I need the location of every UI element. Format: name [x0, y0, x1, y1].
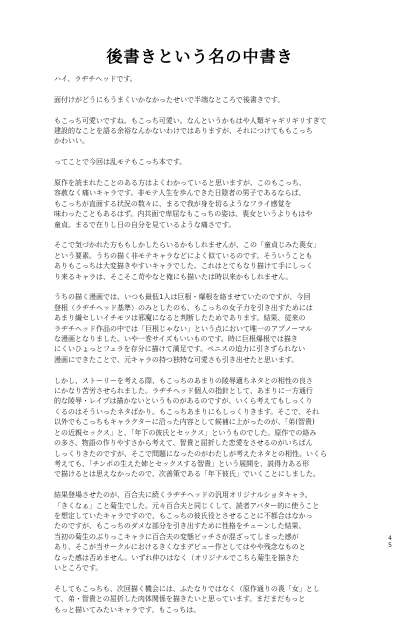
paragraph-9: 結果登場させたのが、百合夫に続くラヂチヘッドの汎用オリジナルショタキャラ。 「きくなぁ」こと菊生でした。元々百合夫と同じくして、読者アバター的に使うこと を想定していたキャラですので、もこっちの彼氏役とさせることに不都合はなかっ たのですが、もこっちのダメな部分を引き出すために性格をチューンした結果、 当初の菊生のぶりっこキャラに百合夫の変態ビッチさが混ざってしまった感が あり、そこが当サークルにおけるきくなまデビュー作としてはやや残念なものと なった感は否めません。いずれ仲ひはなく（オリジナルでこちら菊生を描きた いところです。 — [54, 491, 320, 572]
paragraph-5: 原作を読まれたことのある方はよくわかっていると思いますが、このもこっち、 容赦なく痛いキャラです。非モテ人生を歩んできた日陰者の男子であるならば、 もこっちが直面する状況の数々に、まるで我が身を切るようなフライ感覚を 味わったこともあるはず。内共面で卑屈なもこっちの姿は、喪女というよりもはや 童貞。まるで在りし日の自分を見ているような痛さです。 — [54, 179, 313, 229]
afterword-body — [54, 74, 354, 625]
paragraph-2: 面付けがどうにもうまくいかなかったせいで半端なところで後書きです。 — [54, 95, 285, 104]
paragraph-6: そこで気づかれた方ももしかしたらいるかもしれませんが、この「童貞じみた喪女」 という要素。うちの描く非モテキャラなどによく似ているのです。そういうことも ありもこっちは大変描きやすいキャラでした。これはとてもなり描けて手にしっく り来るキャラは、そこそこ苛やなと俺にも描いたは時以来かもしれません。 — [54, 241, 320, 281]
paragraph-1: ハイ、ラヂチヘッドです。 — [54, 75, 137, 83]
paragraph-8: しかし、ストーリーを考える際、もこっちのあまりの陵辱適ちネタとの相性の良さ にかなり苦労させられました。ラヂチヘッド個人の指針として、あまりに一方通行 的な陵辱・レイプは描かないというものがあるのですが、いくら考えてもしっくり くるのはそういったネタばかり。もこっちあまりにもしっくりきます。そこで、それ 以外でもこっちもキャラクターに沿った内容として候補に上がったのが、「弟(智貴) との近親セックス」と、「年下の彼氏とセックス」というものでした。原作での絡み の多さ、物語の作りやすさから考えて、智貴と屈折した恋愛をさせるのがいちばん しっくりきたのですが、そこで問題になったのがわたしが考えたネタとの相性。いくら 考えても、「チンボの生えた姉とセックスする智貴」という展開を、説得力ある形 で描けるとは思えなかったので、次善策である「年下彼氏」でいくことにしました。 — [54, 376, 327, 479]
paragraph-3: もこっち可愛いですね。もこっち可愛い。なんというかもはや人類ギャギリギリすぎて 建設的なことを語る余裕なんかないわけではありますが、それにつけてももこっち かわいい。 — [54, 116, 327, 146]
page-title: 後書きという名の中書き — [106, 47, 294, 66]
page-number: 4 5 — [388, 535, 392, 549]
paragraph-10: そしてもこっちも、次回描く機会には、ふたなりではなく（原作通りの喪「女」とし て、弟・智貴との屈折した肉体関係を描きたいと思っています。まだまだもっと もっと描いてみたいキャラです、もこっちは。 — [54, 584, 320, 614]
paragraph-7: うちの描く漫画では、いつも最低1人は巨根・爆根を絡ませていたのですが、今回 登根（ラヂチヘッド基準）のみとしたのも、もこっちの女子力を引き出すためには あまり繊セしいイチモツは邪魔になると判断したためであります。結果、従来の ラヂチヘッド作品の中では「巨根じゃない」という点において唯一のアブノーマル な漫画となりました。いや一巻サイズもいいものです。時に巨根爆根では描き にくいひょっとフェラを存分に描けて満足です。ペニスの迫力に引きずられない 漫画にできたことで、元キャラの持つ独特な可愛さも引き出せたと思います。 — [54, 293, 313, 364]
paragraph-4: ってことで今回は乱モテもこっち本です。 — [54, 158, 187, 167]
